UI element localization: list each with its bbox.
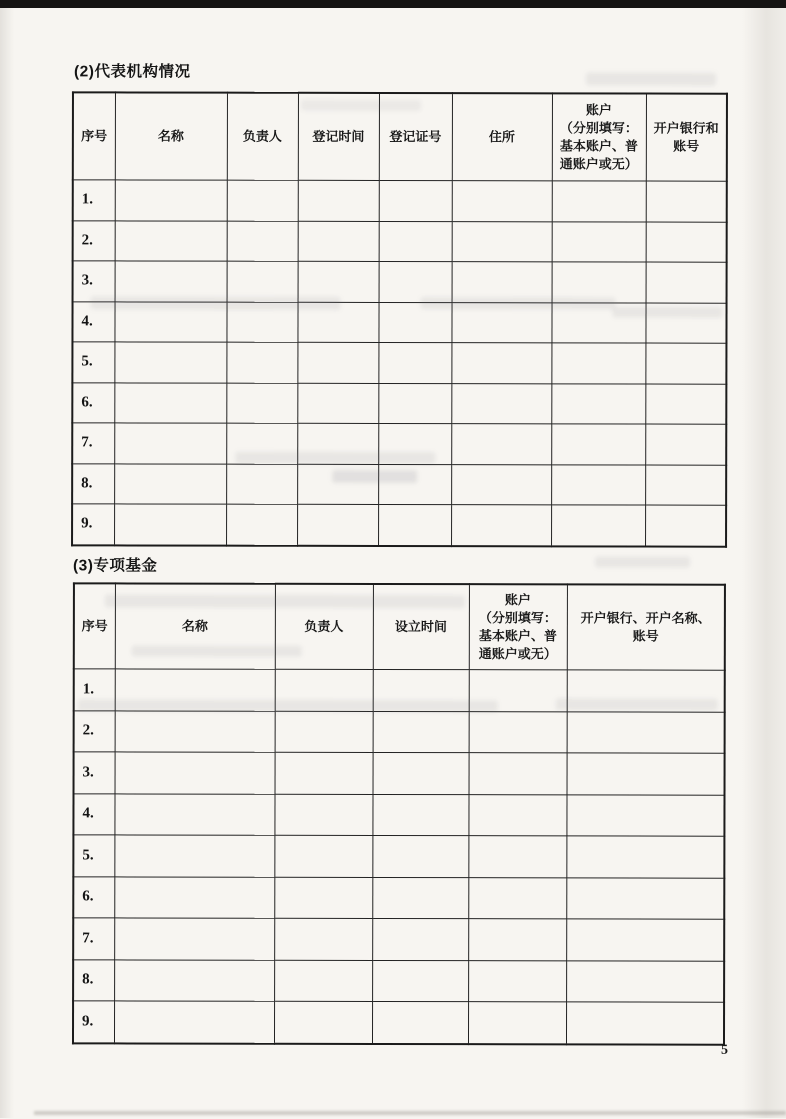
header-row <box>74 583 725 670</box>
empty-cell <box>566 877 724 919</box>
special-funds-table <box>72 582 726 1045</box>
empty-cell <box>298 221 379 262</box>
empty-cell <box>566 960 724 1002</box>
empty-cell <box>468 836 566 878</box>
empty-cell <box>645 424 726 465</box>
empty-cell <box>452 262 552 303</box>
empty-cell <box>297 302 378 343</box>
empty-cell <box>468 1002 566 1044</box>
empty-cell <box>372 918 468 960</box>
empty-cell <box>646 262 727 303</box>
empty-cell <box>552 221 646 262</box>
empty-cell <box>297 342 378 383</box>
empty-cell <box>451 424 551 465</box>
empty-cell <box>551 343 645 384</box>
empty-cell <box>372 877 468 919</box>
empty-cell <box>379 180 452 221</box>
empty-cell <box>378 423 451 464</box>
paper-edge-shade-bottom <box>34 1111 786 1115</box>
empty-cell <box>552 262 646 303</box>
column-header: 账户 （分别填写： 基本账户、普 通账户或无） <box>552 93 646 181</box>
empty-cell <box>551 464 645 505</box>
empty-cell <box>378 504 451 545</box>
empty-cell <box>372 960 468 1002</box>
empty-cell <box>114 835 274 877</box>
empty-cell <box>274 1001 372 1043</box>
row-number-cell: 2. <box>73 220 115 261</box>
table-row <box>72 423 726 465</box>
empty-cell <box>226 302 297 343</box>
empty-cell <box>297 504 378 545</box>
empty-cell <box>451 505 551 546</box>
empty-cell <box>274 877 372 919</box>
empty-cell <box>469 711 567 753</box>
empty-cell <box>114 423 226 464</box>
empty-cell <box>468 794 566 836</box>
column-header: 名称 <box>115 583 275 669</box>
empty-cell <box>114 918 274 960</box>
row-number-cell: 1. <box>73 180 115 221</box>
empty-cell <box>451 343 551 384</box>
column-header: 序号 <box>74 583 115 669</box>
table-row <box>73 261 727 303</box>
empty-cell <box>372 1001 468 1043</box>
row-number-cell: 4. <box>72 301 114 342</box>
empty-cell <box>372 794 468 836</box>
empty-cell <box>226 504 297 545</box>
empty-cell <box>378 383 451 424</box>
row-number-cell: 4. <box>73 793 114 835</box>
empty-cell <box>551 302 645 343</box>
bleed-through-smudge <box>586 72 716 85</box>
empty-cell <box>566 794 724 836</box>
row-number-cell: 5. <box>73 835 114 877</box>
empty-cell <box>451 383 551 424</box>
empty-cell <box>566 836 724 878</box>
column-header: 登记时间 <box>298 93 379 181</box>
empty-cell <box>298 180 379 221</box>
empty-cell <box>566 1002 724 1044</box>
empty-cell <box>274 918 372 960</box>
bleed-through-smudge <box>595 556 690 567</box>
empty-cell <box>115 180 227 221</box>
row-number-cell: 3. <box>74 752 115 794</box>
empty-cell <box>227 221 298 262</box>
table-row <box>72 463 726 505</box>
empty-cell <box>645 343 726 384</box>
empty-cell <box>378 464 451 505</box>
empty-cell <box>115 261 227 302</box>
empty-cell <box>469 670 567 712</box>
empty-cell <box>379 261 452 302</box>
empty-cell <box>297 383 378 424</box>
row-number-cell: 6. <box>73 876 114 918</box>
empty-cell <box>469 753 567 795</box>
empty-cell <box>451 302 551 343</box>
column-header: 账户 （分别填写： 基本账户、普 通账户或无） <box>469 584 567 670</box>
row-number-cell: 2. <box>74 710 115 752</box>
table-row <box>74 669 725 712</box>
empty-cell <box>452 181 552 222</box>
empty-cell <box>114 959 274 1001</box>
column-header: 设立时间 <box>373 584 469 670</box>
empty-cell <box>274 835 372 877</box>
empty-cell <box>468 919 566 961</box>
table-row <box>73 793 724 836</box>
empty-cell <box>274 794 372 836</box>
empty-cell <box>274 960 372 1002</box>
table-row <box>73 1001 724 1044</box>
column-header: 住所 <box>452 93 552 181</box>
empty-cell <box>567 670 725 712</box>
scanner-edge-top <box>0 0 786 8</box>
empty-cell <box>373 669 469 711</box>
empty-cell <box>114 342 226 383</box>
table-row <box>72 382 726 424</box>
empty-cell <box>227 180 298 221</box>
empty-cell <box>115 669 275 711</box>
section-2-heading: (2)代表机构情况 <box>74 63 191 81</box>
column-header: 负责人 <box>227 93 298 181</box>
table-row <box>72 301 726 343</box>
empty-cell <box>646 222 727 263</box>
empty-cell <box>452 221 552 262</box>
empty-cell <box>567 711 725 753</box>
empty-cell <box>373 752 469 794</box>
empty-cell <box>114 382 226 423</box>
empty-cell <box>275 752 373 794</box>
empty-cell <box>114 1001 274 1043</box>
empty-cell <box>275 669 373 711</box>
empty-cell <box>114 301 226 342</box>
empty-cell <box>468 877 566 919</box>
empty-cell <box>566 919 724 961</box>
table-row <box>72 342 726 384</box>
empty-cell <box>226 342 297 383</box>
row-number-cell: 9. <box>72 504 114 545</box>
empty-cell <box>451 464 551 505</box>
table-row <box>74 710 725 753</box>
table-row <box>74 752 725 795</box>
empty-cell <box>298 261 379 302</box>
column-header: 名称 <box>115 92 227 180</box>
header-row <box>73 92 727 181</box>
table-row <box>73 918 724 961</box>
empty-cell <box>226 464 297 505</box>
empty-cell <box>114 504 226 545</box>
row-number-cell: 5. <box>72 342 114 383</box>
empty-cell <box>227 261 298 302</box>
empty-cell <box>551 505 645 546</box>
row-number-cell: 7. <box>73 918 114 960</box>
empty-cell <box>645 303 726 344</box>
empty-cell <box>226 423 297 464</box>
empty-cell <box>551 424 645 465</box>
table-row <box>72 504 726 546</box>
row-number-cell: 1. <box>74 669 115 711</box>
empty-cell <box>378 342 451 383</box>
empty-cell <box>115 710 275 752</box>
empty-cell <box>468 960 566 1002</box>
empty-cell <box>297 423 378 464</box>
empty-cell <box>226 383 297 424</box>
empty-cell <box>552 181 646 222</box>
empty-cell <box>551 383 645 424</box>
page-number: 5 <box>720 1042 728 1058</box>
column-header: 序号 <box>73 92 115 180</box>
empty-cell <box>115 752 275 794</box>
empty-cell <box>114 463 226 504</box>
empty-cell <box>115 220 227 261</box>
empty-cell <box>373 711 469 753</box>
row-number-cell: 3. <box>73 261 115 302</box>
empty-cell <box>114 876 274 918</box>
column-header: 开户银行和 账号 <box>646 94 727 182</box>
empty-cell <box>645 384 726 425</box>
table-row <box>73 876 724 919</box>
table-row <box>73 835 724 878</box>
table-row <box>73 959 724 1002</box>
row-number-cell: 8. <box>73 959 114 1001</box>
section-3-heading: (3)专项基金 <box>72 557 158 575</box>
empty-cell <box>372 835 468 877</box>
empty-cell <box>645 465 726 506</box>
empty-cell <box>297 464 378 505</box>
empty-cell <box>567 753 725 795</box>
empty-cell <box>378 302 451 343</box>
column-header: 开户银行、开户名称、 账号 <box>567 584 725 670</box>
row-number-cell: 6. <box>72 382 114 423</box>
empty-cell <box>275 711 373 753</box>
row-number-cell: 8. <box>72 463 114 504</box>
row-number-cell: 9. <box>73 1001 114 1043</box>
row-number-cell: 7. <box>72 423 114 464</box>
table-row <box>73 220 727 262</box>
empty-cell <box>646 181 727 222</box>
empty-cell <box>379 221 452 262</box>
table-row <box>73 180 727 222</box>
column-header: 登记证号 <box>379 93 452 181</box>
empty-cell <box>114 793 274 835</box>
column-header: 负责人 <box>275 584 373 670</box>
empty-cell <box>645 505 726 546</box>
representative-offices-table <box>71 91 728 547</box>
